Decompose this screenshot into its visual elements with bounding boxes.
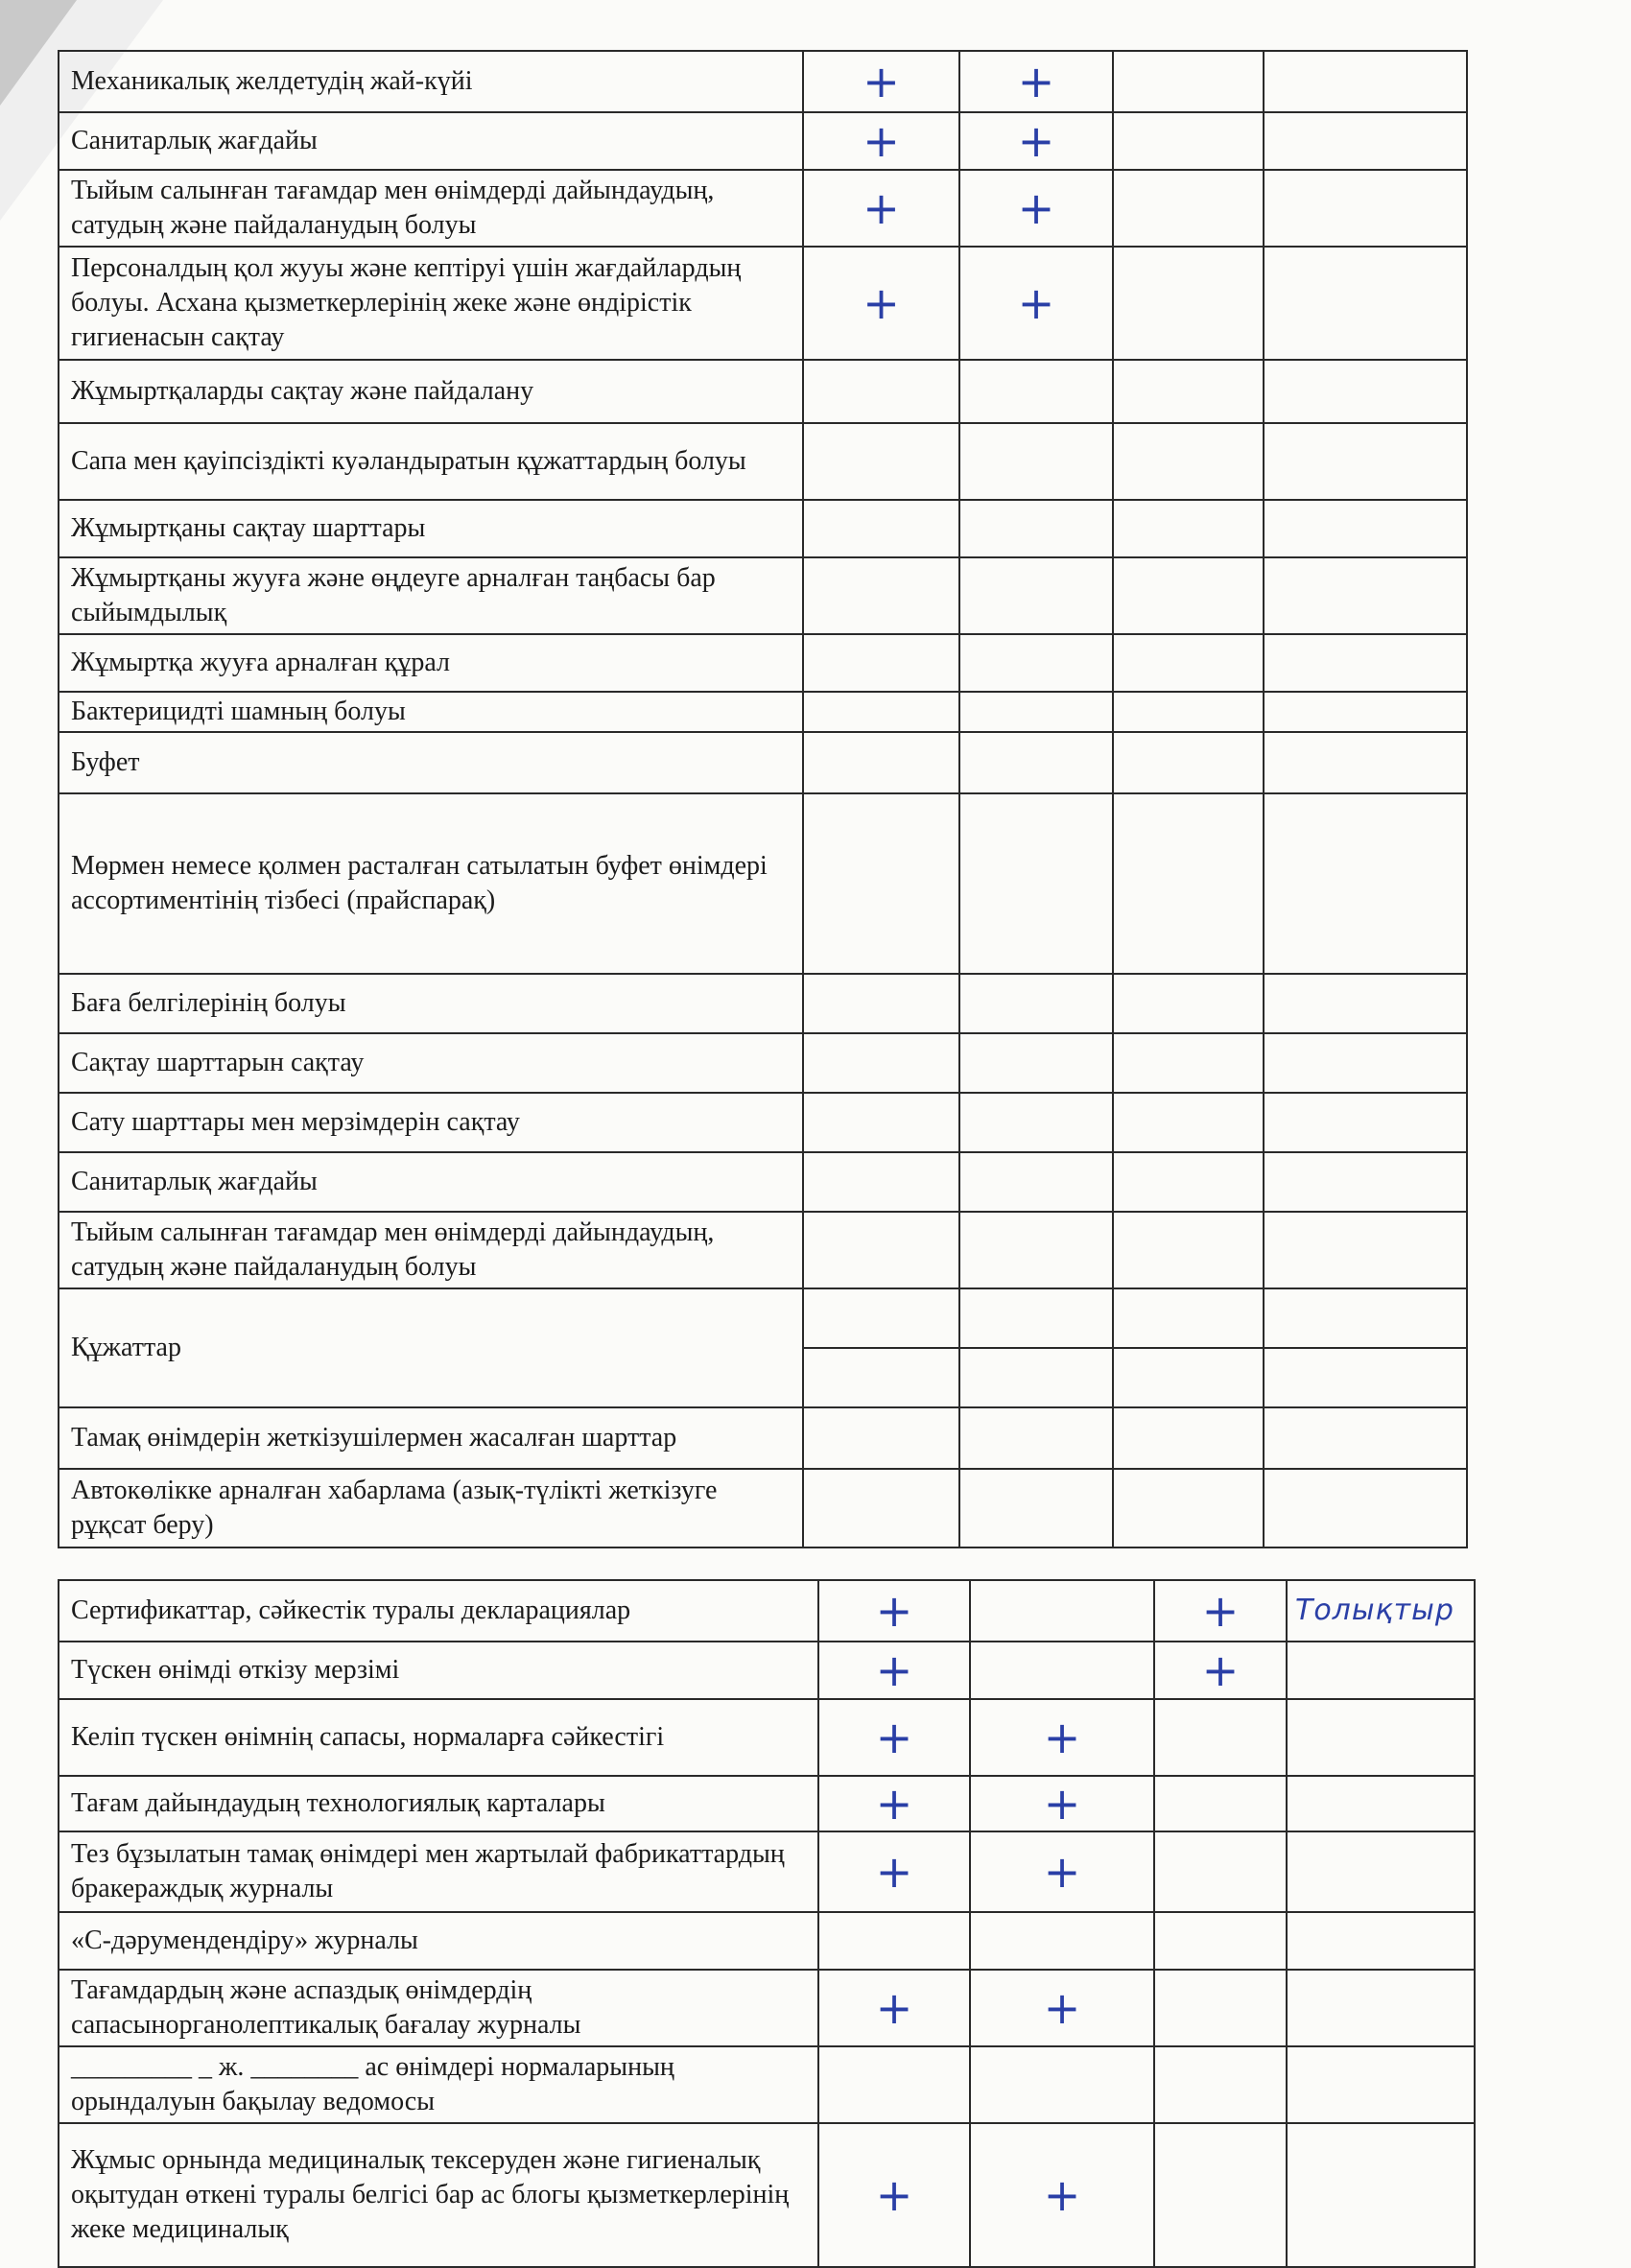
row-label: Тамақ өнімдерін жеткізушілермен жасалған шарттар: [59, 1407, 803, 1469]
handwritten-plus-mark: +: [875, 1982, 913, 2034]
handwritten-plus-mark: +: [875, 1846, 913, 1898]
row-label: Санитарлық жағдайы: [59, 112, 803, 170]
table-row: [59, 1212, 1467, 1288]
note-cell: [1264, 112, 1467, 170]
table-row: [59, 974, 1467, 1033]
check-cell: [959, 170, 1113, 247]
table-row: [59, 1033, 1467, 1093]
table-row: [59, 1469, 1467, 1547]
note-cell: [1287, 2123, 1475, 2267]
row-label: Тез бұзылатын тамақ өнімдері мен жартылай фабрикаттардың бракераждық журналы: [59, 1831, 818, 1912]
handwritten-plus-mark: +: [1043, 1778, 1081, 1830]
check-cell: [1113, 170, 1264, 247]
check-cell: [970, 1642, 1154, 1699]
check-cell: [1154, 1580, 1287, 1642]
handwritten-plus-mark: +: [1017, 182, 1055, 234]
table-row: [59, 692, 1467, 732]
handwritten-plus-mark: +: [875, 1778, 913, 1830]
check-cell: [970, 2123, 1154, 2267]
check-cell: [818, 1776, 970, 1831]
table-row: [59, 1580, 1475, 1642]
note-cell: [1287, 1580, 1475, 1642]
row-label: Буфет: [59, 732, 803, 793]
check-cell: [959, 112, 1113, 170]
table-row: [59, 112, 1467, 170]
check-cell: [1154, 1776, 1287, 1831]
inspection-table-1: [58, 50, 1468, 1548]
table-row: [59, 51, 1467, 112]
handwritten-plus-mark: +: [1017, 115, 1055, 167]
note-cell: [1264, 51, 1467, 112]
check-cell: [818, 1642, 970, 1699]
inspection-table-2: [58, 1579, 1476, 2268]
table-row: [59, 2046, 1475, 2123]
handwritten-plus-mark: +: [863, 182, 900, 234]
row-label: Тыйым салынған тағамдар мен өнімдерді дайындаудың, сатудың және пайдаланудың болуы: [59, 170, 803, 247]
table-row: [59, 793, 1467, 974]
table-row: [59, 1642, 1475, 1699]
check-cell: [970, 1970, 1154, 2046]
note-cell: [1287, 1642, 1475, 1699]
table-row: [59, 247, 1467, 360]
handwritten-plus-mark: +: [875, 2169, 913, 2221]
table-row: [59, 360, 1467, 423]
row-label: Тағам дайындаудың технологиялық карталары: [59, 1776, 818, 1831]
row-label: Санитарлық жағдайы: [59, 1152, 803, 1212]
table-row: [59, 1970, 1475, 2046]
check-cell: [970, 1699, 1154, 1776]
handwritten-plus-mark: +: [1201, 1644, 1240, 1696]
handwritten-plus-mark: +: [1201, 1585, 1240, 1637]
table-row: [59, 634, 1467, 692]
handwritten-plus-mark: +: [863, 56, 900, 107]
check-cell: [970, 1831, 1154, 1912]
row-label: Автокөлікке арналған хабарлама (азық-түлікті жеткізуге рұқсат беру): [59, 1469, 803, 1547]
check-cell: [959, 51, 1113, 112]
check-cell: [1154, 1970, 1287, 2046]
row-label: Бактерицидті шамның болуы: [59, 692, 803, 732]
handwritten-plus-mark: +: [863, 115, 900, 167]
handwritten-plus-mark: +: [1043, 1846, 1081, 1898]
check-cell: [803, 170, 959, 247]
note-cell: [1264, 247, 1467, 360]
handwritten-plus-mark: +: [863, 277, 900, 329]
row-label: Жұмыс орнында медициналық тексеруден және гигиеналық оқытудан өткені туралы белгісі бар ас блогы қызметкерлерінің жеке медициналық: [59, 2123, 818, 2267]
row-label: Сату шарттары мен мерзімдерін сақтау: [59, 1093, 803, 1152]
check-cell: [818, 1831, 970, 1912]
row-label: Персоналдың қол жууы және кептіруі үшін жағдайлардың болуы. Асхана қызметкерлерінің жеке және өндірістік гигиенасын сақтау: [59, 247, 803, 360]
table-row: [59, 1912, 1475, 1970]
row-label: Сертификаттар, сәйкестік туралы декларациялар: [59, 1580, 818, 1642]
handwritten-note: Толықтыр: [1295, 1594, 1454, 1627]
check-cell: [818, 1580, 970, 1642]
note-cell: [1287, 1831, 1475, 1912]
row-label: _________ _ ж. ________ ас өнімдері нормаларының орындалуын бақылау ведомосы: [59, 2046, 818, 2123]
table-row: [59, 1776, 1475, 1831]
handwritten-plus-mark: +: [875, 1644, 913, 1696]
check-cell: [1154, 1831, 1287, 1912]
note-cell: [1287, 1970, 1475, 2046]
check-cell: [1113, 51, 1264, 112]
row-label: Жұмыртқаны сақтау шарттары: [59, 500, 803, 557]
table-row: [59, 557, 1467, 634]
table-row: [59, 1152, 1467, 1212]
note-cell: [1287, 1699, 1475, 1776]
check-cell: [1154, 2123, 1287, 2267]
note-cell: [1264, 170, 1467, 247]
check-cell: [1113, 112, 1264, 170]
handwritten-plus-mark: +: [1043, 1982, 1081, 2034]
handwritten-plus-mark: +: [1043, 1712, 1081, 1763]
check-cell: [818, 2123, 970, 2267]
check-cell: [803, 51, 959, 112]
handwritten-plus-mark: +: [875, 1712, 913, 1763]
table-row: [59, 732, 1467, 793]
check-cell: [818, 1699, 970, 1776]
row-label: Келіп түскен өнімнің сапасы, нормаларға сәйкестігі: [59, 1699, 818, 1776]
table-row: [59, 170, 1467, 247]
row-label: «С-дәрумендендіру» журналы: [59, 1912, 818, 1970]
note-cell: [1287, 1776, 1475, 1831]
row-label: Тыйым салынған тағамдар мен өнімдерді дайындаудың, сатудың және пайдаланудың болуы: [59, 1212, 803, 1288]
check-cell: [959, 247, 1113, 360]
check-cell: [803, 112, 959, 170]
check-cell: [1113, 247, 1264, 360]
row-label: Механикалық желдетудің жай-күйі: [59, 51, 803, 112]
table-row: [59, 2123, 1475, 2267]
table-row: [59, 1288, 1467, 1348]
table-row: [59, 500, 1467, 557]
row-label: Сақтау шарттарын сақтау: [59, 1033, 803, 1093]
row-label: Тағамдардың және аспаздық өнімдердің сапасынорганолептикалық бағалау журналы: [59, 1970, 818, 2046]
handwritten-plus-mark: +: [1017, 277, 1055, 329]
table-row: [59, 1699, 1475, 1776]
check-cell: [970, 1776, 1154, 1831]
row-label: Мөрмен немесе қолмен расталған сатылатын буфет өнімдері ассортиментінің тізбесі (прайспарақ): [59, 793, 803, 974]
table-row: [59, 1093, 1467, 1152]
row-label: Түскен өнімді өткізу мерзімі: [59, 1642, 818, 1699]
row-label: Құжаттар: [59, 1288, 803, 1407]
handwritten-plus-mark: +: [1017, 56, 1055, 107]
handwritten-plus-mark: +: [1043, 2169, 1081, 2221]
check-cell: [818, 1970, 970, 2046]
row-label: Баға белгілерінің болуы: [59, 974, 803, 1033]
row-label: Сапа мен қауіпсіздікті куәландыратын құжаттардың болуы: [59, 423, 803, 500]
check-cell: [970, 1580, 1154, 1642]
check-cell: [803, 247, 959, 360]
row-label: Жұмыртқаны жууға және өңдеуге арналған таңбасы бар сыйымдылық: [59, 557, 803, 634]
check-cell: [1154, 1642, 1287, 1699]
table-row: [59, 423, 1467, 500]
table-row: [59, 1407, 1467, 1469]
table-row: [59, 1831, 1475, 1912]
row-label: Жұмыртқаларды сақтау және пайдалану: [59, 360, 803, 423]
handwritten-plus-mark: +: [875, 1585, 913, 1637]
row-label: Жұмыртқа жууға арналған құрал: [59, 634, 803, 692]
check-cell: [1154, 1699, 1287, 1776]
